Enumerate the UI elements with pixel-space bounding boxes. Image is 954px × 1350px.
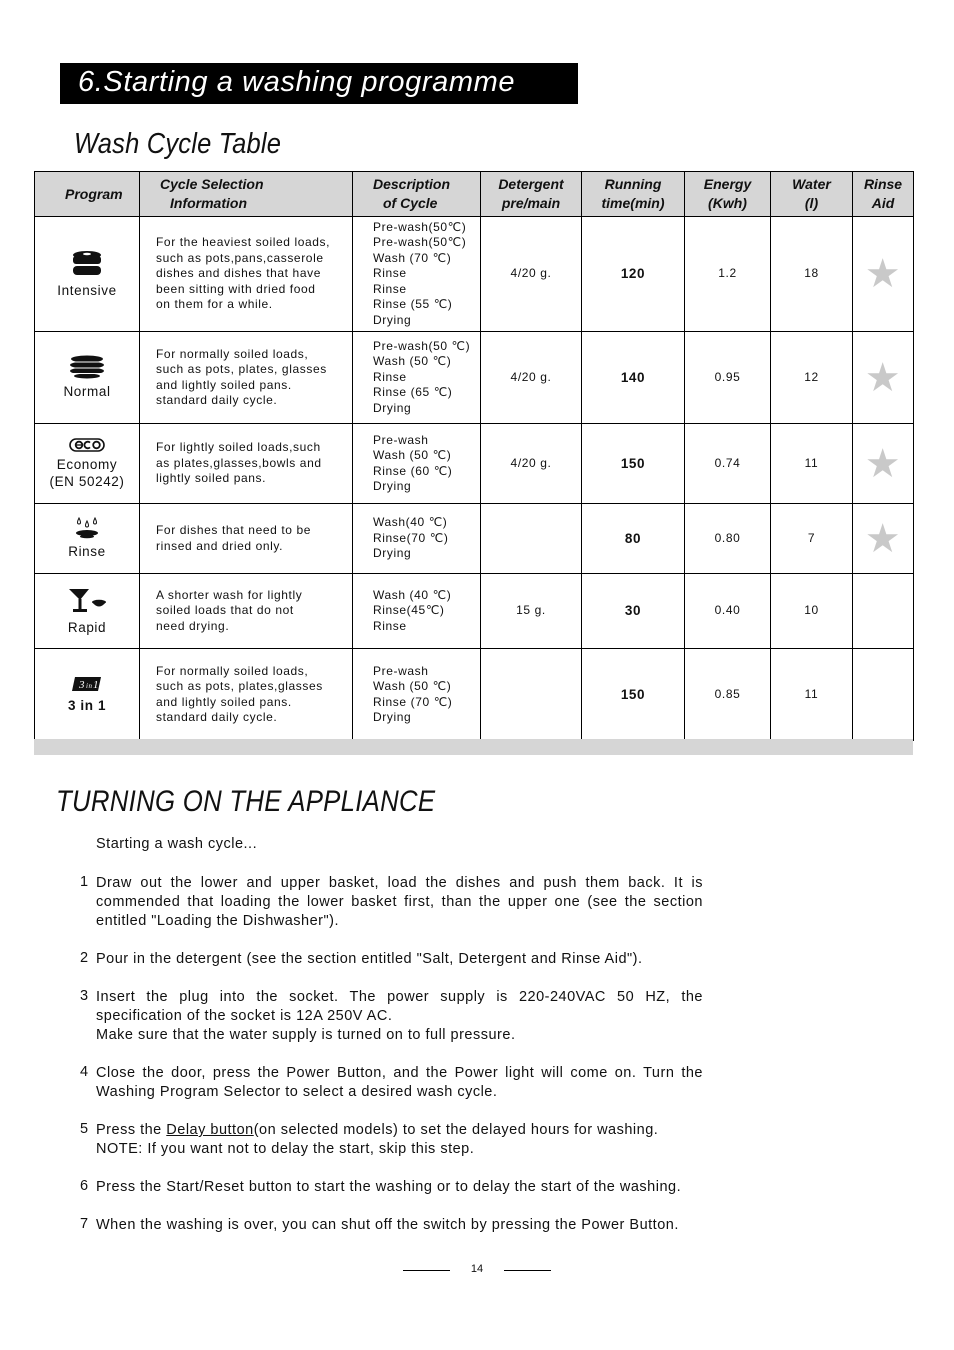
rinse-aid-cell (853, 504, 914, 574)
section-title-bar (60, 63, 578, 104)
water-cell: 7 (771, 504, 853, 574)
program-cell (35, 332, 140, 424)
energy-cell: 1.2 (685, 217, 771, 332)
rinse-aid-cell (853, 332, 914, 424)
star-icon: ★ (864, 441, 902, 486)
step-number: 6 (80, 1178, 89, 1194)
col-program: Program (35, 172, 140, 217)
water-cell: 12 (771, 332, 853, 424)
step-number: 2 (80, 950, 89, 966)
cycle-info-cell: For normally soiled loads, such as pots, plates,glasses and lightly soiled pans. standard daily cycle. (140, 649, 353, 741)
step-number: 5 (80, 1121, 89, 1137)
program-cell (35, 424, 140, 504)
cycle-info-cell: For lightly soiled loads,such as plates,glasses,bowls and lightly soiled pans. (140, 424, 353, 504)
table-row (35, 574, 914, 649)
col-description: Description of Cycle (353, 172, 481, 217)
detergent-cell (481, 504, 582, 574)
detergent-cell: 4/20 g. (481, 332, 582, 424)
running-time-cell: 150 (582, 424, 685, 504)
step-number: 1 (80, 874, 89, 890)
description-cell: Pre-wash(50℃) Pre-wash(50℃) Wash (70 ℃) Rinse Rinse Rinse (55 ℃) Drying (353, 217, 481, 332)
step-text: When the washing is over, you can shut off the switch by pressing the Power Button. (96, 1217, 679, 1233)
description-cell: Wash(40 ℃) Rinse(70 ℃) Drying (353, 504, 481, 574)
rinse-aid-cell (853, 574, 914, 649)
energy-cell: 0.40 (685, 574, 771, 649)
energy-cell: 0.95 (685, 332, 771, 424)
eco-icon (69, 438, 105, 452)
col-detergent: Detergent pre/main (481, 172, 582, 217)
table-heading: Wash Cycle Table (74, 128, 282, 160)
svg-text:in: in (86, 682, 93, 690)
table-row (35, 649, 914, 741)
table-footer-band (34, 739, 913, 755)
intensive-icon (72, 250, 102, 278)
rinse-icon (74, 517, 100, 539)
detergent-cell (481, 649, 582, 741)
program-name: 3 in 1 (67, 698, 107, 713)
step-number: 3 (80, 988, 89, 1004)
col-rinse-aid: Rinse Aid (853, 172, 914, 217)
program-name: Economy (56, 456, 118, 472)
page-number: 14 (470, 1263, 484, 1275)
water-cell: 11 (771, 424, 853, 504)
energy-cell: 0.85 (685, 649, 771, 741)
description-cell: Pre-wash Wash (50 ℃) Rinse (60 ℃) Drying (353, 424, 481, 504)
program-name: Normal (63, 384, 111, 399)
step-number: 7 (80, 1216, 89, 1232)
energy-cell: 0.80 (685, 504, 771, 574)
col-energy: Energy (Kwh) (685, 172, 771, 217)
col-water: Water (l) (771, 172, 853, 217)
energy-cell: 0.74 (685, 424, 771, 504)
rapid-icon (67, 587, 107, 615)
step-text: Pour in the detergent (see the section entitled "Salt, Detergent and Rinse Aid"). (96, 951, 643, 967)
detergent-cell: 4/20 g. (481, 424, 582, 504)
step-text: Close the door, press the Power Button, and the Power light will come on. Turn the Washing Program Selector to select a desired wash cycle. (96, 1065, 703, 1100)
rinse-aid-cell (853, 649, 914, 741)
three-in-one-icon (71, 675, 103, 693)
program-name: Rinse (68, 544, 106, 559)
detergent-cell: 15 g. (481, 574, 582, 649)
step-text: Press the Start/Reset button to start the washing or to delay the start of the washing. (96, 1179, 682, 1195)
table-row (35, 332, 914, 424)
running-time-cell: 140 (582, 332, 685, 424)
step-text: Draw out the lower and upper basket, load the dishes and push them back. It is commended that loading the lower basket first, than the upper one (see the section entitled "Loading the Dishwasher"). (96, 875, 703, 929)
cycle-info-cell: For normally soiled loads, such as pots, plates, glasses and lightly soiled pans. standard daily cycle. (140, 332, 353, 424)
step-text: Press the Delay button(on selected models) to set the delayed hours for washing. NOTE: If you want not to delay the start, skip this step. (96, 1122, 659, 1157)
table-row (35, 424, 914, 504)
program-cell (35, 217, 140, 332)
running-time-cell: 30 (582, 574, 685, 649)
program-cell (35, 574, 140, 649)
program-standard: (EN 50242) (49, 473, 125, 489)
delay-button-link: Delay button (166, 1122, 254, 1138)
normal-icon (69, 355, 105, 379)
col-cycle-info: Cycle Selection Information (140, 172, 353, 217)
water-cell: 11 (771, 649, 853, 741)
program-name: Rapid (67, 619, 107, 635)
col-running-time: Running time(min) (582, 172, 685, 217)
rinse-aid-cell (853, 424, 914, 504)
water-cell: 10 (771, 574, 853, 649)
table-header-row (35, 172, 914, 217)
description-cell: Pre-wash(50 ℃) Wash (50 ℃) Rinse Rinse (65 ℃) Drying (353, 332, 481, 424)
wash-cycle-table (34, 171, 914, 741)
star-icon: ★ (864, 355, 902, 400)
star-icon: ★ (864, 252, 902, 296)
svg-text:1: 1 (93, 679, 100, 691)
turning-on-heading: TURNING ON THE APPLIANCE (56, 785, 436, 818)
program-name: Intensive (57, 282, 117, 298)
running-time-cell: 150 (582, 649, 685, 741)
description-cell: Wash (40 ℃) Rinse(45℃) Rinse (353, 574, 481, 649)
step-text: Insert the plug into the socket. The power supply is 220-240VAC 50 HZ, the specification of the socket is 12A 250V AC. Make sure that the water supply is turned on to full pressure. (96, 989, 703, 1043)
water-cell: 18 (771, 217, 853, 332)
description-cell: Pre-wash Wash (50 ℃) Rinse (70 ℃) Drying (353, 649, 481, 741)
detergent-cell: 4/20 g. (481, 217, 582, 332)
running-time-cell: 80 (582, 504, 685, 574)
page-number-rule-right (504, 1270, 551, 1271)
program-cell (35, 504, 140, 574)
intro-text: Starting a wash cycle... (96, 836, 258, 852)
table-row (35, 217, 914, 332)
section-title: 6.Starting a washing programme (78, 66, 516, 98)
cycle-info-cell: A shorter wash for lightly soiled loads that do not need drying. (140, 574, 353, 649)
star-icon: ★ (864, 516, 902, 561)
rinse-aid-cell (853, 217, 914, 332)
running-time-cell: 120 (582, 217, 685, 332)
program-cell (35, 649, 140, 741)
svg-text:3: 3 (79, 679, 86, 691)
table-row (35, 504, 914, 574)
cycle-info-cell: For the heaviest soiled loads, such as pots,pans,casserole dishes and dishes that have been sitting with dried food on them for a while. (140, 217, 353, 332)
cycle-info-cell: For dishes that need to be rinsed and dried only. (140, 504, 353, 574)
step-number: 4 (80, 1064, 89, 1080)
